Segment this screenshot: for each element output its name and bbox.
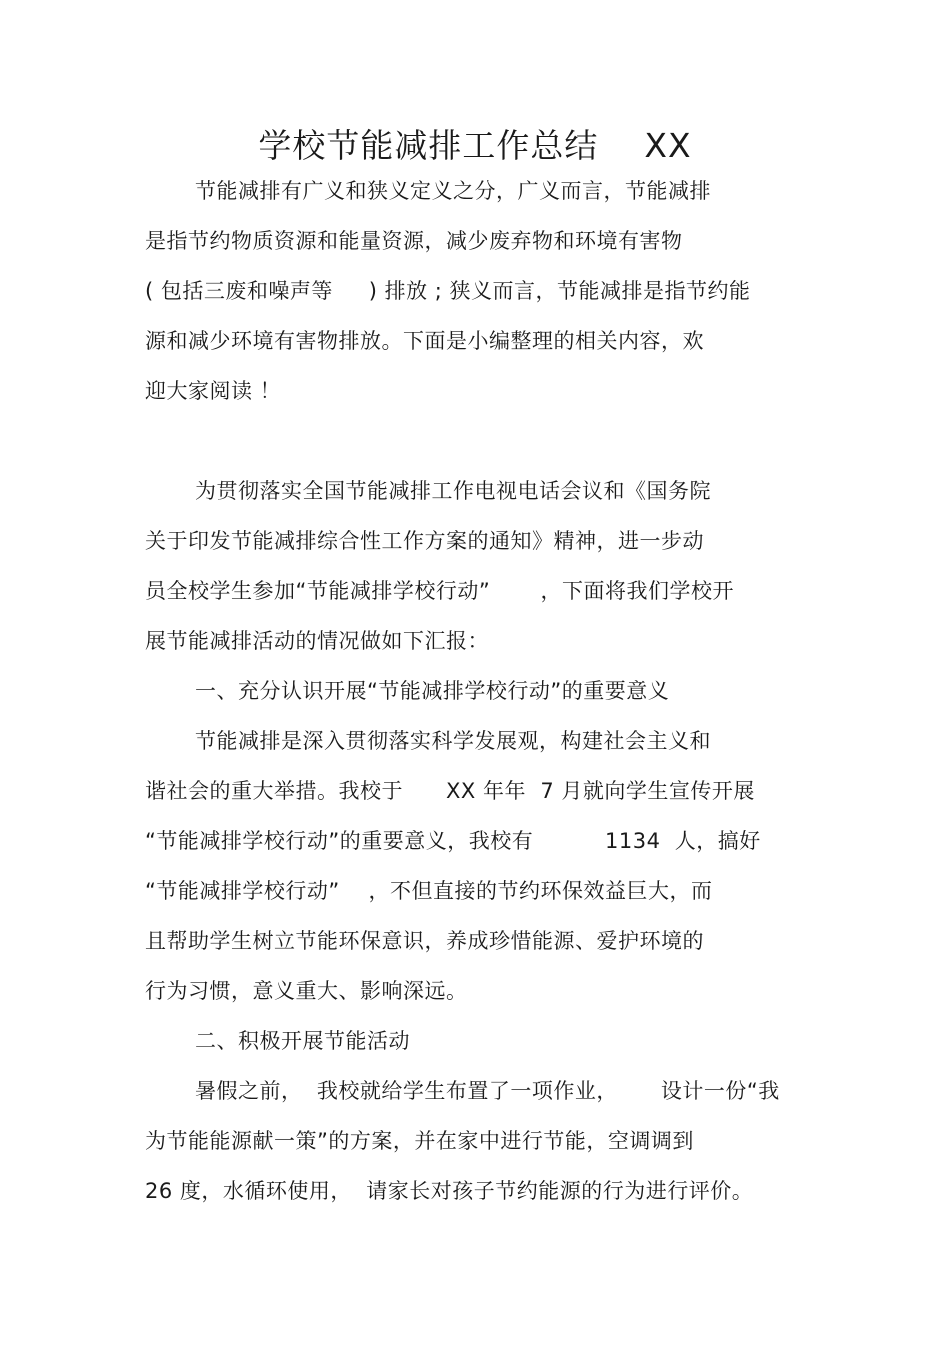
section1-heading: 一、充分认识开展“节能减排学校行动”的重要意义 [195,679,670,703]
intro-line-5: 迎大家阅读 ！ [145,379,282,403]
intro-line-3: ( 包括三废和噪声等 ) 排放 ; 狭义而言，节能减排是指节约能 [145,279,751,303]
intro-line-4: 源和减少环境有害物排放。下面是小编整理的相关内容，欢 [145,329,704,353]
section1-line-4: “节能减排学校行动” ，不但直接的节约环保效益巨大，而 [145,879,713,903]
intro-line-1: 节能减排有广义和狭义定义之分，广义而言，节能减排 [195,179,711,203]
section1-line-5: 且帮助学生树立节能环保意识，养成珍惜能源、爱护环境的 [145,929,704,953]
section1-line-1: 节能减排是深入贯彻落实科学发展观，构建社会主义和 [195,729,711,753]
body-line-4: 展节能减排活动的情况做如下汇报： [145,629,489,653]
document-title: 学校节能减排工作总结 XX [258,126,692,165]
body-line-2: 关于印发节能减排综合性工作方案的通知》精神，进一步动 [145,529,704,553]
section2-line-3: 26 度，水循环使用， 请家长对孩子节约能源的行为进行评价。 [145,1179,754,1203]
section2-heading: 二、积极开展节能活动 [195,1029,410,1053]
section2-line-1: 暑假之前， 我校就给学生布置了一项作业， 设计一份“我 [195,1079,780,1103]
section1-line-6: 行为习惯，意义重大、影响深远。 [145,979,468,1003]
section1-line-2: 谐社会的重大举措。我校于 XX 年年 7 月就向学生宣传开展 [145,779,755,803]
body-line-1: 为贯彻落实全国节能减排工作电视电话会议和《国务院 [195,479,711,503]
section2-line-2: 为节能能源献一策”的方案，并在家中进行节能，空调调到 [145,1129,694,1153]
body-line-3: 员全校学生参加“节能减排学校行动” ，下面将我们学校开 [145,579,734,603]
section1-line-3: “节能减排学校行动”的重要意义，我校有 1134 人，搞好 [145,829,761,853]
intro-line-2: 是指节约物质资源和能量资源，减少废弃物和环境有害物 [145,229,683,253]
